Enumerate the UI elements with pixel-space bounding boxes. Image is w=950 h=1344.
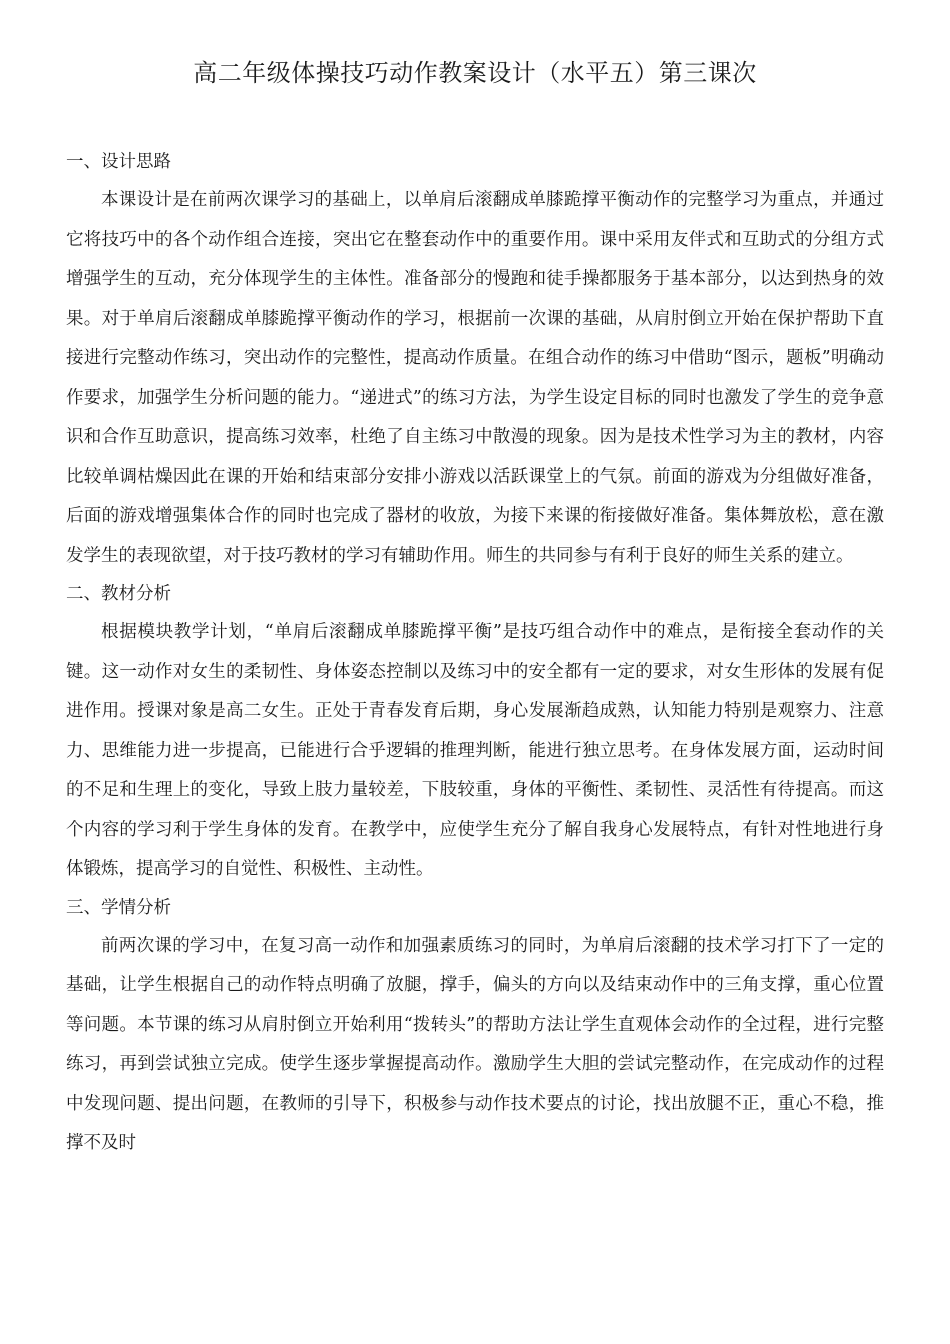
document-title: 高二年级体操技巧动作教案设计（水平五）第三课次 [193,59,757,87]
section-heading-design-idea: 一、设计思路 [66,152,171,172]
section-heading-learner-analysis: 三、学情分析 [66,897,171,918]
section-paragraph-design-idea: 本课设计是在前两次课学习的基础上，以单肩后滚翻成单膝跪撑平衡动作的完整学习为重点，并通过它将技巧中的各个动作组合连接，突出它在整套动作中的重要作用。课中采用友伴式和互助式的分组方式增强学生的互动，充分体现学生的主体性。准备部分的慢跑和徒手操都服务于基本部分，以达到热身的效果。对于单肩后滚翻成单膝跪撑平衡动作的学习，根据前一次课的基础，从肩肘倒立开始在保护帮助下直接进行完整动作练习，突出动作的完整性，提高动作质量。在组合动作的练习中借助“图示，题板”明确动作要求，加强学生分析问题的能力。“递进式”的练习方法，为学生设定目标的同时也激发了学生的竞争意识和合作互助意识，提高练习效率，杜绝了自主练习中散漫的现象。因为是技术性学习为主的教材，内容比较单调枯燥因此在课的开始和结束部分安排小游戏以活跃课堂上的气氛。前面的游戏为分组做好准备，后面的游戏增强集体合作的同时也完成了器材的收放，为接下来课的衔接做好准备。集体舞放松，意在激发学生的表现欲望，对于技巧教材的学习有辅助作用。师生的共同参与有利于良好的师生关系的建立。 [66,190,884,566]
section-heading-material-analysis: 二、教材分析 [66,584,171,604]
section-paragraph-learner-analysis: 前两次课的学习中，在复习高一动作和加强素质练习的同时，为单肩后滚翻的技术学习打下了一定的基础，让学生根据自己的动作特点明确了放腿，撑手，偏头的方向以及结束动作中的三角支撑，重心位置等问题。本节课的练习从肩肘倒立开始利用“拨转头”的帮助方法让学生直观体会动作的全过程，进行完整练习，再到尝试独立完成。使学生逐步掌握提高动作。激励学生大胆的尝试完整动作，在完成动作的过程中发现问题、提出问题，在教师的引导下，积极参与动作技术要点的讨论，找出放腿不正，重心不稳，推撑不及时 [66,935,884,1153]
section-paragraph-material-analysis: 根据模块教学计划，“单肩后滚翻成单膝跪撑平衡”是技巧组合动作中的难点，是衔接全套动作的关键。这一动作对女生的柔韧性、身体姿态控制以及练习中的安全都有一定的要求，对女生形体的发展有促进作用。授课对象是高二女生。正处于青春发育后期，身心发展渐趋成熟，认知能力特别是观察力、注意力、思维能力进一步提高，已能进行合乎逻辑的推理判断，能进行独立思考。在身体发展方面，运动时间的不足和生理上的变化，导致上肢力量较差，下肢较重，身体的平衡性、柔韧性、灵活性有待提高。而这个内容的学习利于学生身体的发育。在教学中，应使学生充分了解自我身心发展特点，有针对性地进行身体锻炼，提高学习的自觉性、积极性、主动性。 [66,622,884,879]
document-body [66,144,884,1164]
